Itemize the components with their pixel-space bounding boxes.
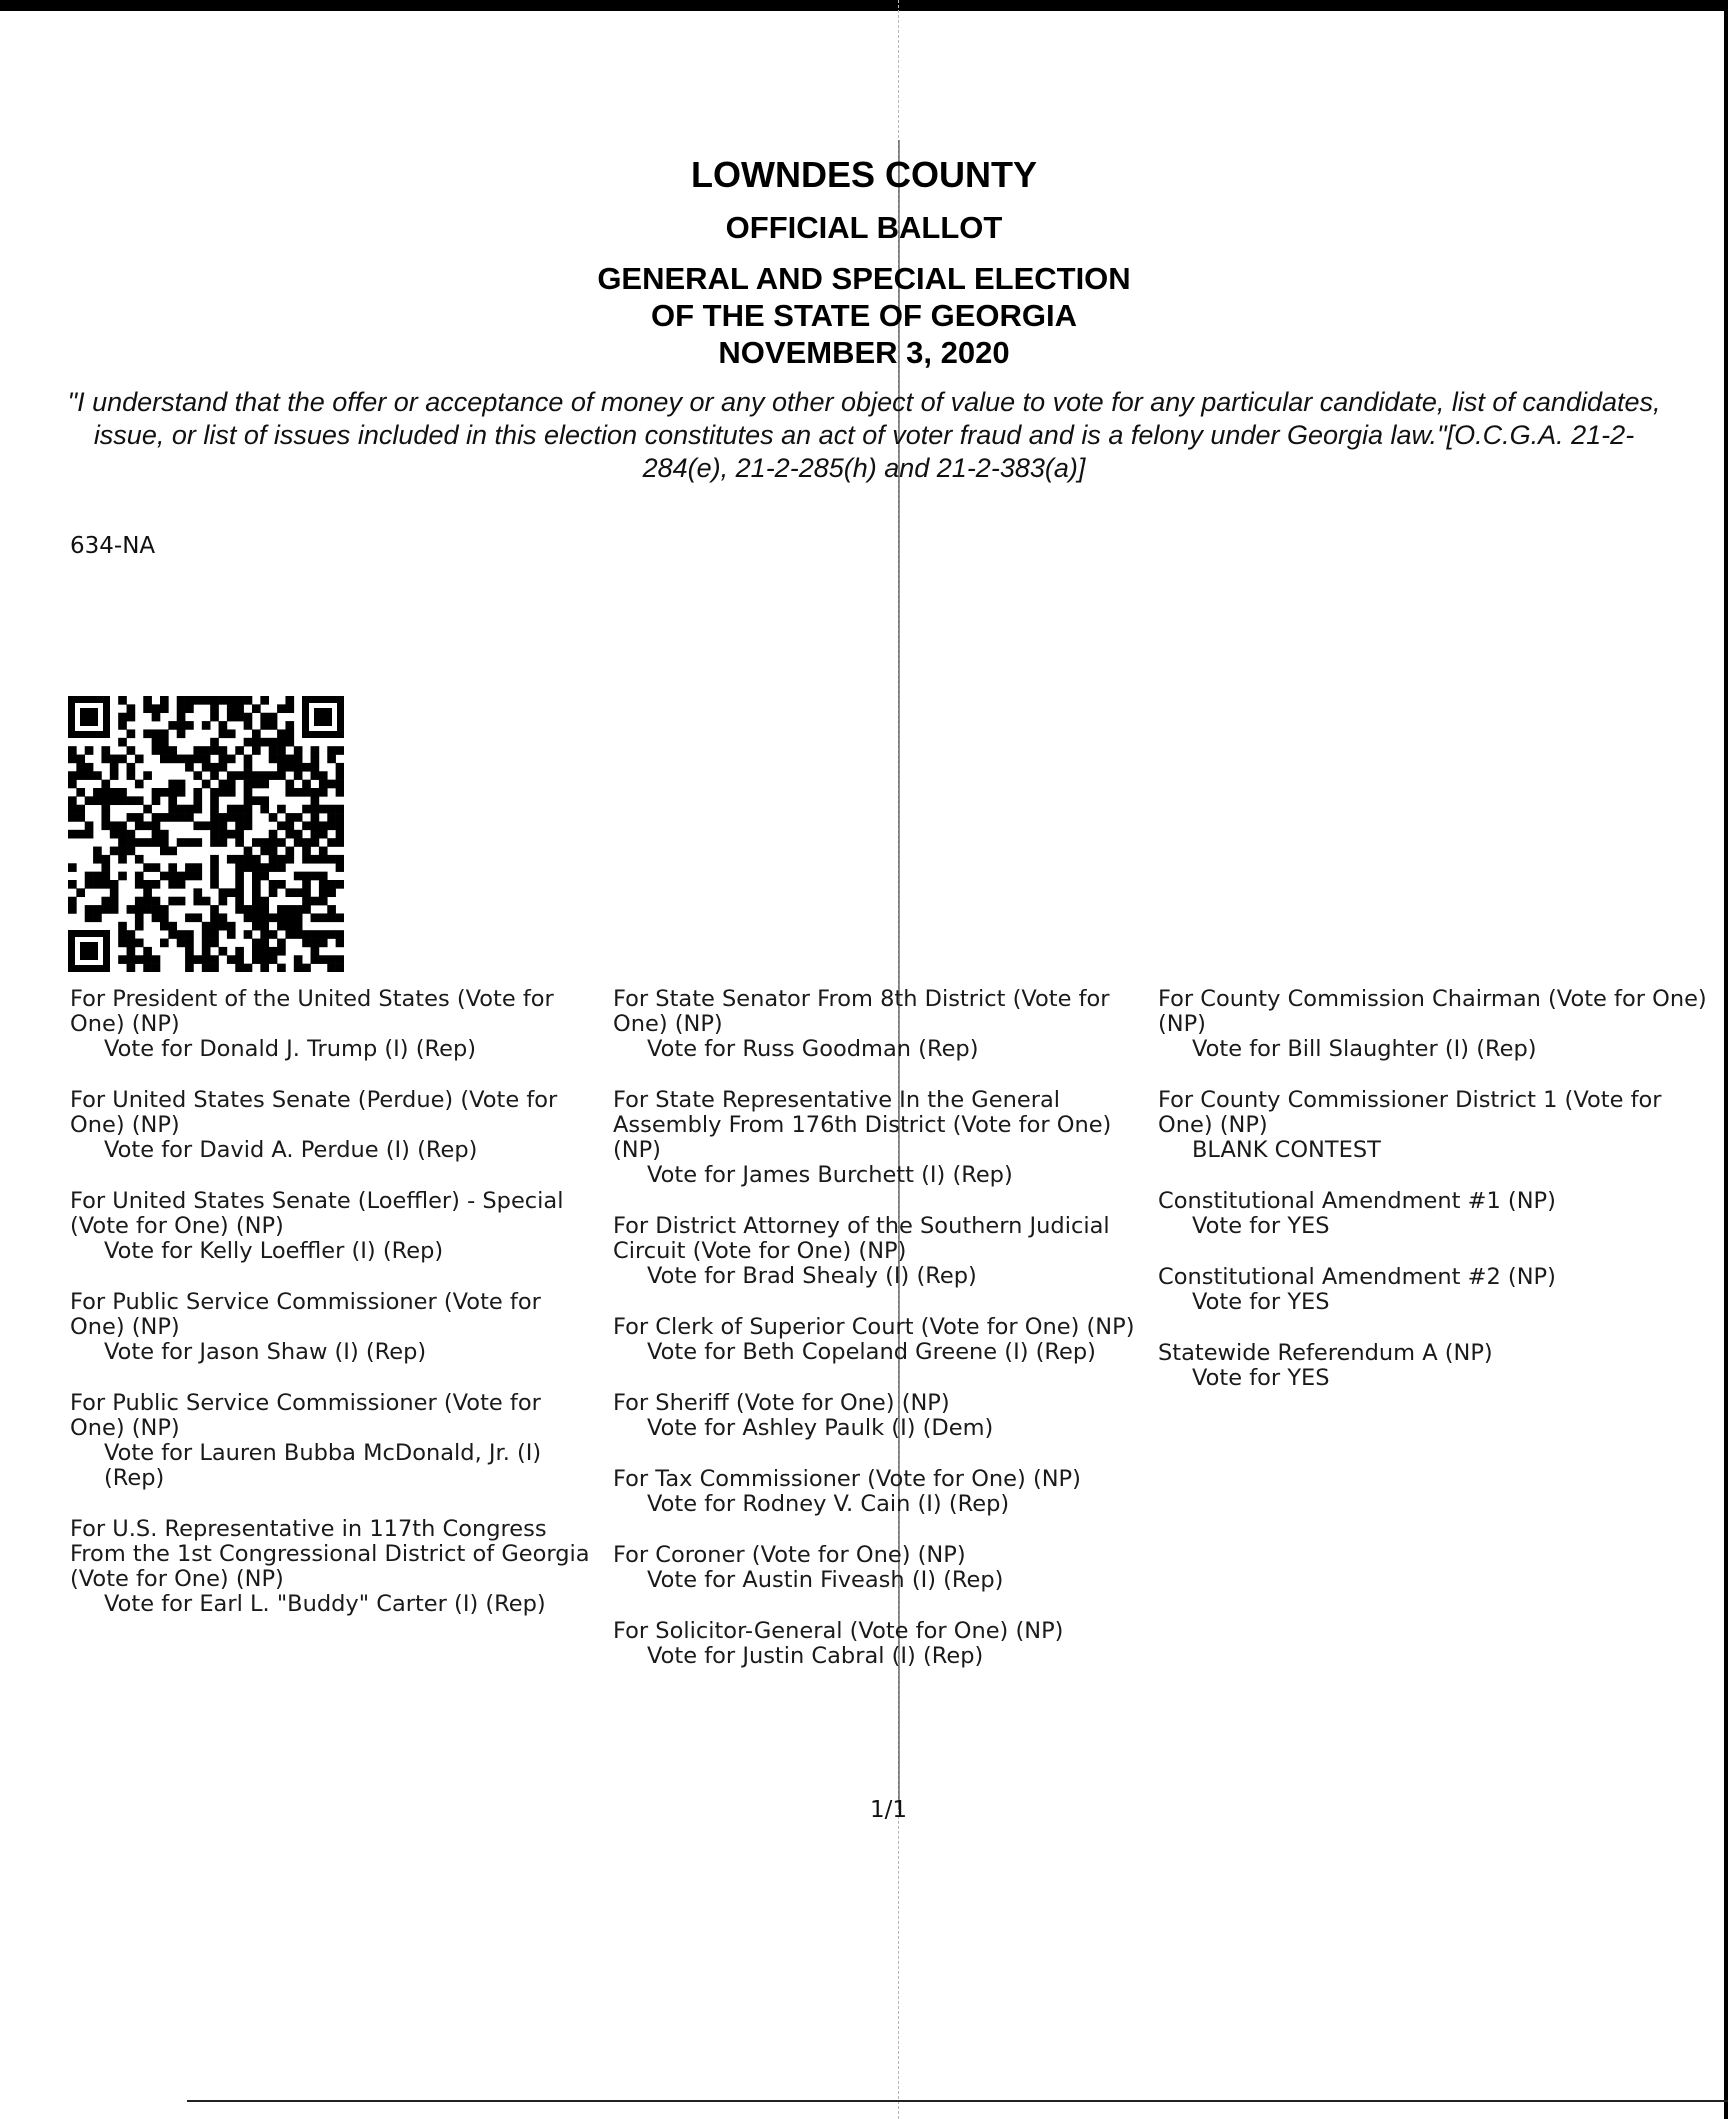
contest-item (70, 1290, 600, 1365)
contest-item (70, 1391, 600, 1491)
contest-title: For Sheriff (Vote for One) (NP) (613, 1390, 950, 1416)
scan-top-border (0, 0, 1728, 11)
county-title: LOWNDES COUNTY (691, 154, 1037, 195)
contest-item (1158, 987, 1718, 1062)
contest-selection: Vote for Beth Copeland Greene (I) (Rep) (647, 1339, 1096, 1365)
contest-selection: Vote for Earl L. "Buddy" Carter (I) (Rep) (104, 1591, 546, 1617)
page-number: 1/1 (870, 1797, 908, 1823)
contest-selection: Vote for Russ Goodman (Rep) (647, 1036, 979, 1062)
contest-selection: Vote for Kelly Loeffler (I) (Rep) (104, 1238, 444, 1264)
ballot-column-2 (613, 987, 1143, 1695)
contest-selection: Vote for YES (1192, 1213, 1330, 1239)
contest-item (70, 1189, 600, 1264)
contest-item (613, 1467, 1143, 1517)
ballot-title: OFFICIAL BALLOT (725, 210, 1003, 245)
ballot-column-3 (1158, 987, 1718, 1417)
contest-title: For District Attorney of the Southern Judicial Circuit (Vote for One) (NP) (613, 1213, 1110, 1264)
contest-selection: Vote for Ashley Paulk (I) (Dem) (647, 1415, 994, 1441)
contest-title: For Public Service Commissioner (Vote for One) (NP) (70, 1390, 541, 1441)
contest-item (70, 1517, 600, 1617)
contest-title: For Tax Commissioner (Vote for One) (NP) (613, 1466, 1081, 1492)
election-title-line1: GENERAL AND SPECIAL ELECTION (597, 261, 1131, 296)
contest-selection: Vote for Bill Slaughter (I) (Rep) (1192, 1036, 1537, 1062)
contest-title: Constitutional Amendment #2 (NP) (1158, 1264, 1556, 1290)
election-date: NOVEMBER 3, 2020 (718, 335, 1010, 370)
contest-selection: BLANK CONTEST (1192, 1137, 1381, 1163)
contest-item (1158, 1341, 1718, 1391)
contest-selection: Vote for Brad Shealy (I) (Rep) (647, 1263, 977, 1289)
ballot-header (0, 148, 1728, 371)
contest-selection: Vote for James Burchett (I) (Rep) (647, 1162, 1013, 1188)
contest-selection: Vote for Justin Cabral (I) (Rep) (647, 1643, 984, 1669)
contest-item (613, 1619, 1143, 1669)
contest-title: For County Commissioner District 1 (Vote for One) (NP) (1158, 1087, 1662, 1138)
contest-title: For Clerk of Superior Court (Vote for One) (NP) (613, 1314, 1135, 1340)
contest-item (613, 1088, 1143, 1188)
contest-item (613, 1391, 1143, 1441)
contest-item (613, 1543, 1143, 1593)
election-title-line2: OF THE STATE OF GEORGIA (651, 298, 1077, 333)
contest-selection: Vote for David A. Perdue (I) (Rep) (104, 1137, 478, 1163)
contest-item (613, 1214, 1143, 1289)
contest-title: For State Representative In the General Assembly From 176th District (Vote for One) (NP) (613, 1087, 1112, 1163)
contest-title: For Solicitor-General (Vote for One) (NP) (613, 1618, 1064, 1644)
contest-title: For United States Senate (Loeffler) - Special (Vote for One) (NP) (70, 1188, 564, 1239)
contest-selection: Vote for Austin Fiveash (I) (Rep) (647, 1567, 1004, 1593)
qr-code-icon (68, 696, 344, 972)
contest-title: For U.S. Representative in 117th Congress From the 1st Congressional District of Georgia (Vote for One) (NP) (70, 1516, 590, 1592)
ballot-column-1 (70, 987, 600, 1643)
contest-item (613, 1315, 1143, 1365)
contest-title: Constitutional Amendment #1 (NP) (1158, 1188, 1556, 1214)
contest-title: Statewide Referendum A (NP) (1158, 1340, 1493, 1366)
contest-selection: Vote for Jason Shaw (I) (Rep) (104, 1339, 427, 1365)
contest-item (1158, 1088, 1718, 1163)
contest-item (613, 987, 1143, 1062)
voter-fraud-oath: "I understand that the offer or acceptance of money or any other object of value to vote for any particular candidate, list of candidates, issue, or list of issues included in this election constitutes an act of voter fraud and is a felony under Georgia law."[O.C.G.A. 21-2-284(e), 21-2-285(h) and 21-2-383(a)] (67, 387, 1661, 483)
bottom-rule (187, 2100, 1728, 2102)
contest-title: For United States Senate (Perdue) (Vote for One) (NP) (70, 1087, 558, 1138)
ballot-style-id: 634-NA (70, 533, 156, 559)
contest-selection: Vote for Donald J. Trump (I) (Rep) (104, 1036, 477, 1062)
contest-title: For Coroner (Vote for One) (NP) (613, 1542, 966, 1568)
contest-selection: Vote for Rodney V. Cain (I) (Rep) (647, 1491, 1010, 1517)
contest-title: For President of the United States (Vote for One) (NP) (70, 986, 554, 1037)
contest-item (70, 1088, 600, 1163)
contest-selection: Vote for Lauren Bubba McDonald, Jr. (I) (Rep) (104, 1440, 542, 1491)
contest-selection: Vote for YES (1192, 1289, 1330, 1315)
contest-selection: Vote for YES (1192, 1365, 1330, 1391)
contest-item (1158, 1189, 1718, 1239)
contest-item (1158, 1265, 1718, 1315)
contest-item (70, 987, 600, 1062)
contest-title: For State Senator From 8th District (Vote for One) (NP) (613, 986, 1110, 1037)
contest-title: For County Commission Chairman (Vote for One) (NP) (1158, 986, 1707, 1037)
contest-title: For Public Service Commissioner (Vote for One) (NP) (70, 1289, 541, 1340)
